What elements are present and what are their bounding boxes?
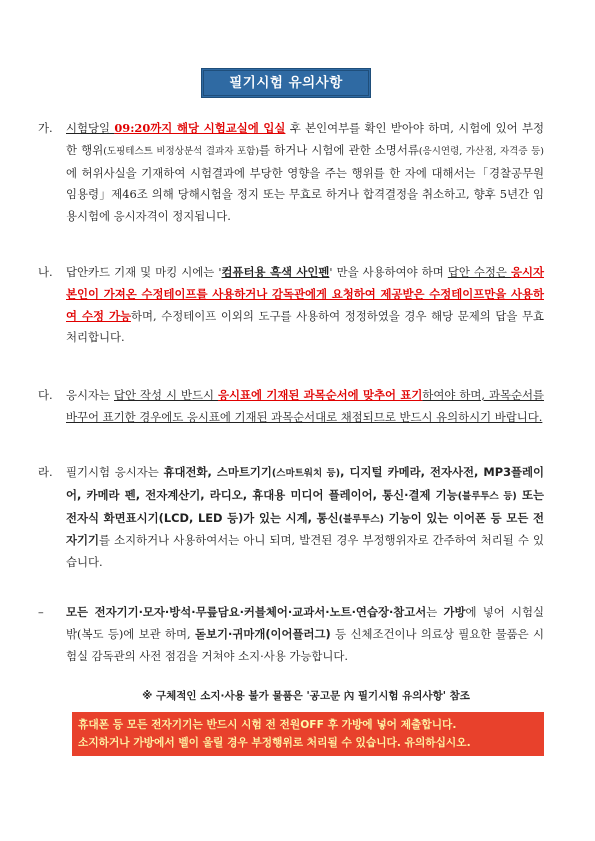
section-body bbox=[66, 462, 544, 574]
section-text-run: 응시자 본인이 가져온 수정테이프를 사용하거나 감독관에게 요청하여 제공받은 수정테이프만을 사용하여 수정 가능 bbox=[66, 265, 544, 323]
section-da bbox=[38, 385, 545, 429]
section-text-run: 후 본인여부를 확인 받아야 하며, 시험에 있어 부정한 행위 bbox=[66, 121, 544, 157]
section-marker: 다. bbox=[38, 388, 53, 402]
section-text-run: ' 만을 사용하여야 하며 bbox=[329, 265, 448, 279]
section-na bbox=[38, 262, 544, 349]
section-text-run: 하여야 하며, 과목순서를 바꾸어 표기한 경우에도 응시표에 기재된 과목순서대로 채점되므로 반드시 유의하시기 바랍니다. bbox=[66, 388, 545, 424]
section-text-run: 가방 bbox=[443, 605, 466, 619]
section-text-run: (스마트워치 등) bbox=[271, 468, 341, 479]
section-text-run: 필기시험 응시자는 bbox=[66, 465, 164, 479]
section-text-run: 휴대전화, 스마트기기 bbox=[163, 465, 272, 479]
warning-line-2: 소지하거나 가방에서 벨이 울릴 경우 부정행위로 처리될 수 있습니다. 유의하십시오. bbox=[78, 735, 471, 749]
section-text-run: 모든 전자기기·모자·방석·무릎담요·커블체어·교과서·노트·연습장·참고서 bbox=[66, 605, 427, 619]
section-body bbox=[66, 602, 544, 667]
section-dash bbox=[38, 602, 545, 667]
section-text-run: 를 소지하거나 사용하여서는 아니 되며, 발견된 경우 부정행위자로 간주하여 처리될 수 있습니다. bbox=[66, 533, 544, 570]
warning-box bbox=[72, 712, 544, 756]
section-marker: 가. bbox=[38, 121, 53, 135]
section-marker: – bbox=[38, 605, 44, 619]
section-text-run: 응시표에 기재된 과목순서에 맞추어 표기 bbox=[217, 388, 423, 402]
section-text-run: 하며, 수정테이프 이외의 도구를 사용하여 정정하였을 경우 해당 문제의 답을 무효 처리합니다. bbox=[66, 308, 544, 345]
section-text-run: (도핑테스트 비정상분석 결과자 포함) bbox=[103, 145, 260, 157]
section-text-run: , 디지털 카메라, 전자사전, MP3플레이어, 카메라 펜, 전자계산기, 라디오, 휴대용 미디어 플레이어, 통신·결제 기능 bbox=[66, 465, 545, 502]
section-body bbox=[66, 118, 544, 228]
section-text-run: 답안 수정은 bbox=[447, 265, 511, 279]
section-body bbox=[66, 262, 544, 349]
section-ra bbox=[38, 462, 545, 574]
section-text-run: (블루투스) bbox=[338, 513, 385, 525]
section-text-run: 돋보기·귀마개(이어플러그) bbox=[194, 626, 331, 641]
warning-line-1: 휴대폰 등 모든 전자기기는 반드시 시험 전 전원OFF 후 가방에 넣어 제출합니다. bbox=[78, 718, 457, 731]
section-marker: 라. bbox=[38, 465, 53, 479]
section-text-run: 또는 전자식 화면표시기(LCD, LED 등)가 있는 시계, 통신 bbox=[66, 487, 544, 525]
section-text-run: 는 bbox=[426, 605, 444, 619]
section-text-run: (응시연령, 가산점, 자격증 등) bbox=[418, 145, 544, 157]
section-text-run: 에 허위사실을 기재하여 시험결과에 부당한 영향을 주는 행위를 한 자에 대해서는「경찰공무원 임용령」제46조 의해 당해시험을 정지 또는 무효로 하거나 합격결정을 취소하고, 향후 5년간 임용시험에 응시자격이 정지됩니다. bbox=[66, 165, 544, 224]
section-text-run: (블루투스 등) bbox=[457, 490, 517, 502]
section-text-run: 답안카드 기재 및 마킹 시에는 ' bbox=[66, 265, 222, 279]
reference-notice: ※ 구체적인 소지·사용 불가 물품은 '공고문 內 필기시험 유의사항' 참조 bbox=[142, 690, 470, 702]
section-body bbox=[66, 385, 544, 429]
section-text-run: 등 신체조건이나 의료상 필요한 물품은 시험실 감독관의 사전 점검을 거쳐야 소지·사용 가능합니다. bbox=[66, 626, 544, 663]
section-text-run: 응시자는 bbox=[66, 388, 114, 402]
section-text-run: 에 넣어 시험실 밖(복도 등)에 보관 하며, bbox=[66, 605, 545, 641]
section-marker: 나. bbox=[38, 265, 53, 279]
section-ga bbox=[38, 118, 544, 228]
section-text-run: 를 하거나 시험에 관한 소명서류 bbox=[259, 142, 419, 157]
section-text-run: 시험당일 bbox=[66, 121, 115, 135]
section-text-run: 답안 작성 시 반드시 bbox=[114, 388, 218, 402]
section-text-run: 컴퓨터용 흑색 사인펜 bbox=[221, 265, 330, 279]
section-text-run: 기능이 있는 이어폰 등 모든 전자기기 bbox=[66, 510, 544, 548]
title-banner bbox=[201, 68, 371, 98]
section-text-run: 09:20까지 해당 시험교실에 입실 bbox=[114, 121, 286, 135]
page-title: 필기시험 유의사항 bbox=[229, 75, 343, 91]
